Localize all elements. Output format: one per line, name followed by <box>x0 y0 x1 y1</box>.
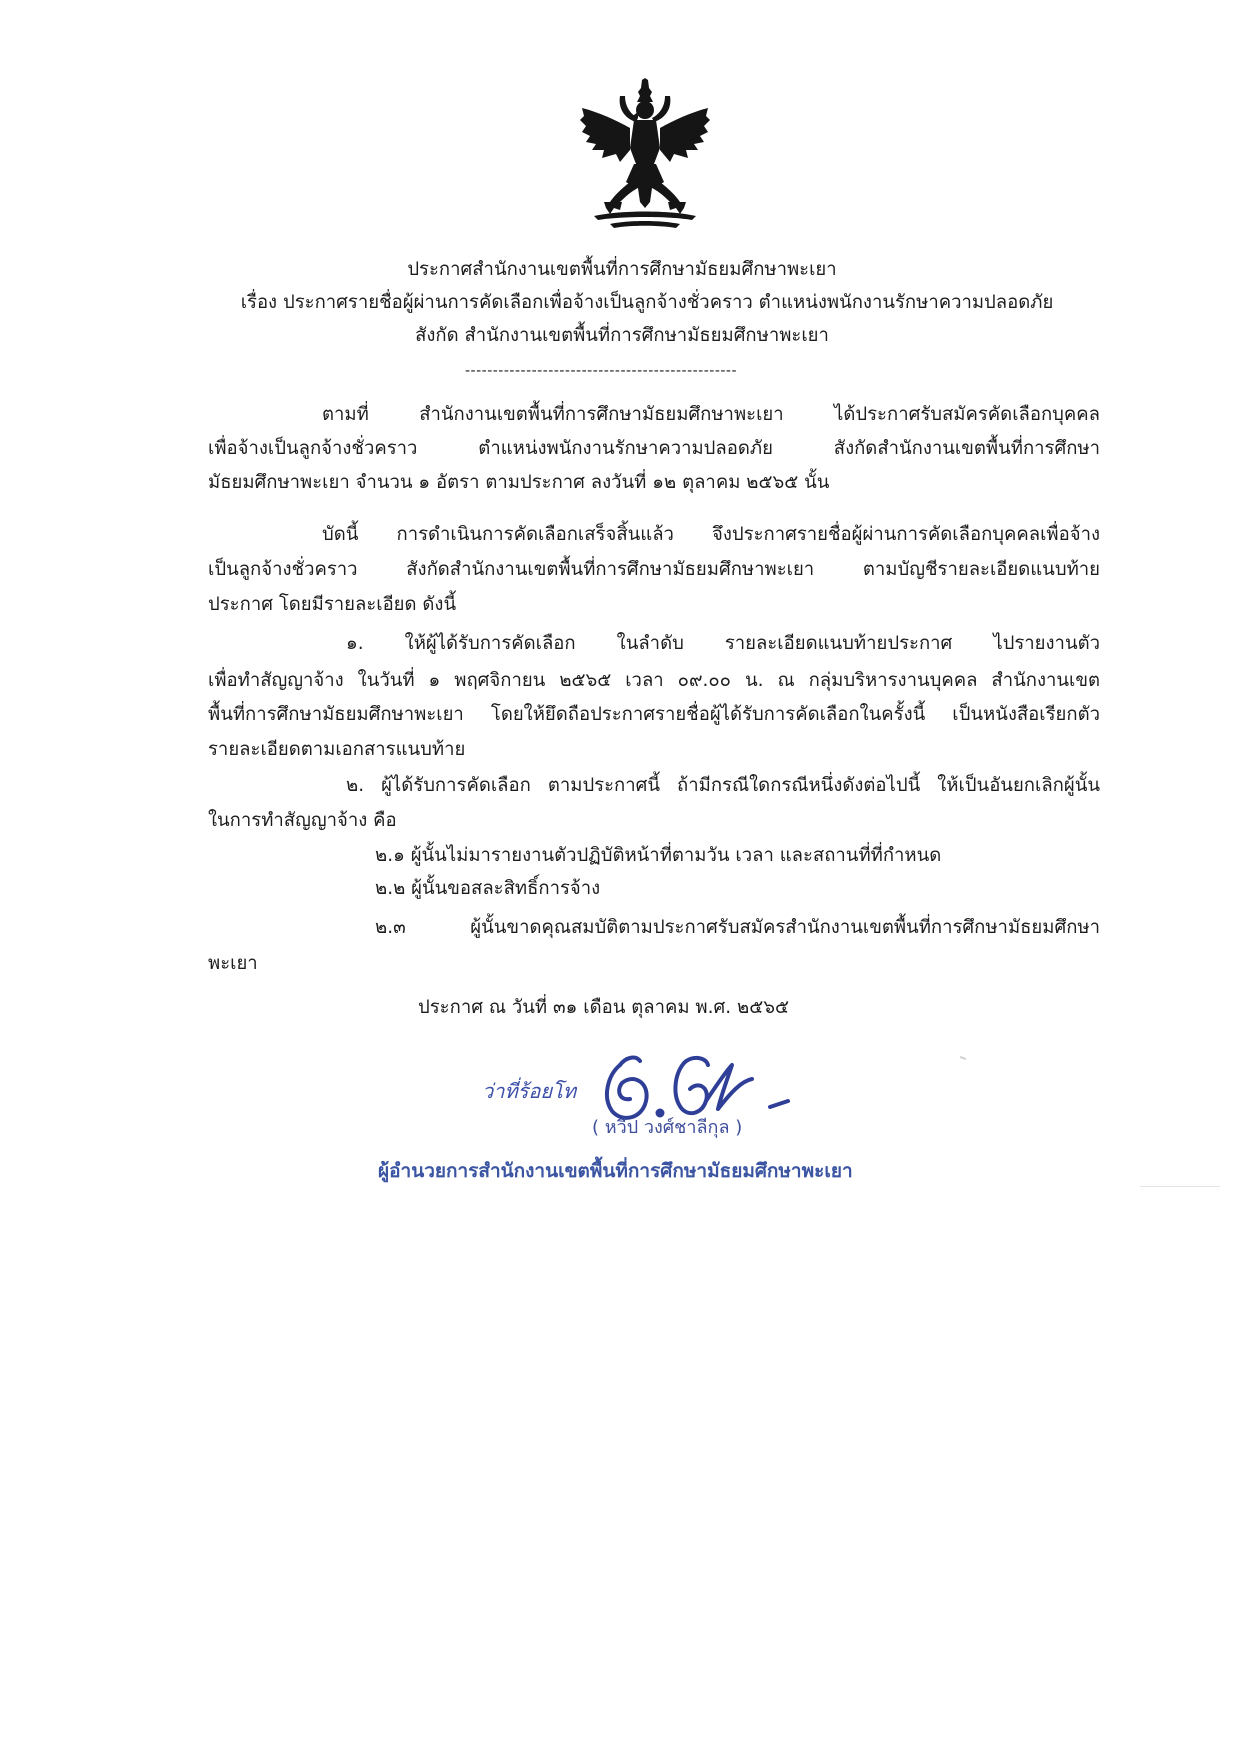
scan-artifact <box>1140 1186 1220 1187</box>
announcement-date: ประกาศ ณ วันที่ ๓๑ เดือน ตุลาคม พ.ศ. ๒๕๖๕ <box>418 997 789 1018</box>
paragraph-3-line-3: พื้นที่การศึกษามัธยมศึกษาพะเยา โดยให้ยึดถือประกาศรายชื่อผู้ได้รับการคัดเลือกในครั้งนี้ เป็นหนังสือเรียกตัว <box>208 704 1100 725</box>
paragraph-1-line-2: เพื่อจ้างเป็นลูกจ้างชั่วคราว ตำแหน่งพนักงานรักษาความปลอดภัย สังกัดสำนักงานเขตพื้นที่การศึกษา <box>208 438 1100 459</box>
list-item-2-3: ๒.๓ ผู้นั้นขาดคุณสมบัติตามประกาศรับสมัครสำนักงานเขตพื้นที่การศึกษามัธยมศึกษา <box>375 917 1100 938</box>
paragraph-3-line-1: ๑. ให้ผู้ได้รับการคัดเลือก ในลำดับ รายละเอียดแนบท้ายประกาศ ไปรายงานตัว <box>346 633 1100 654</box>
list-item-2-1: ๒.๑ ผู้นั้นไม่มารายงานตัวปฏิบัติหน้าที่ตามวัน เวลา และสถานที่ที่กำหนด <box>375 845 942 866</box>
heading-separator: ------------------------------------------------- <box>465 363 738 379</box>
announcement-heading: ประกาศสำนักงานเขตพื้นที่การศึกษามัธยมศึกษาพะเยา <box>407 259 837 280</box>
announcement-subject: เรื่อง ประกาศรายชื่อผู้ผ่านการคัดเลือกเพื่อจ้างเป็นลูกจ้างชั่วคราว ตำแหน่งพนักงานรักษาความปลอดภัย <box>240 292 1054 313</box>
announcement-affiliation: สังกัด สำนักงานเขตพื้นที่การศึกษามัธยมศึกษาพะเยา <box>415 325 829 346</box>
garuda-emblem-icon <box>580 78 710 230</box>
paragraph-4-line-2: ในการทำสัญญาจ้าง คือ <box>208 810 397 831</box>
paragraph-2-line-3: ประกาศ โดยมีรายละเอียด ดังนี้ <box>208 594 457 615</box>
paragraph-4-line-1: ๒. ผู้ได้รับการคัดเลือก ตามประกาศนี้ ถ้ามีกรณีใดกรณีหนึ่งดังต่อไปนี้ ให้เป็นอันยกเลิกผู้นั้น <box>346 775 1100 796</box>
paragraph-1-line-1: ตามที่ สำนักงานเขตพื้นที่การศึกษามัธยมศึกษาพะเยา ได้ประกาศรับสมัครคัดเลือกบุคคล <box>322 404 1100 425</box>
paragraph-2-line-2: เป็นลูกจ้างชั่วคราว สังกัดสำนักงานเขตพื้นที่การศึกษามัธยมศึกษาพะเยา ตามบัญชีรายละเอียดแนบท้าย <box>208 559 1100 580</box>
paragraph-3-line-4: รายละเอียดตามเอกสารแนบท้าย <box>208 739 466 760</box>
paragraph-3-line-2: เพื่อทำสัญญาจ้าง ในวันที่ ๑ พฤศจิกายน ๒๕๖๕ เวลา ๐๙.๐๐ น. ณ กลุ่มบริหารงานบุคคล สำนักงานเขต <box>208 670 1100 691</box>
paragraph-1-line-3: มัธยมศึกษาพะเยา จำนวน ๑ อัตรา ตามประกาศ ลงวันที่ ๑๒ ตุลาคม ๒๕๖๕ นั้น <box>208 472 830 493</box>
signature-rank: ว่าที่ร้อยโท <box>482 1079 577 1103</box>
signature-title: ผู้อำนวยการสำนักงานเขตพื้นที่การศึกษามัธยมศึกษาพะเยา <box>378 1160 853 1182</box>
paragraph-2-line-1: บัดนี้ การดำเนินการคัดเลือกเสร็จสิ้นแล้ว จึงประกาศรายชื่อผู้ผ่านการคัดเลือกบุคคลเพื่อจ้าง <box>322 524 1100 545</box>
list-item-2-2: ๒.๒ ผู้นั้นขอสละสิทธิ์การจ้าง <box>375 878 601 899</box>
list-item-2-3-continued: พะเยา <box>208 953 258 974</box>
signature-name: ( หวีป วงศ์ชาลีกุล ) <box>592 1117 743 1138</box>
